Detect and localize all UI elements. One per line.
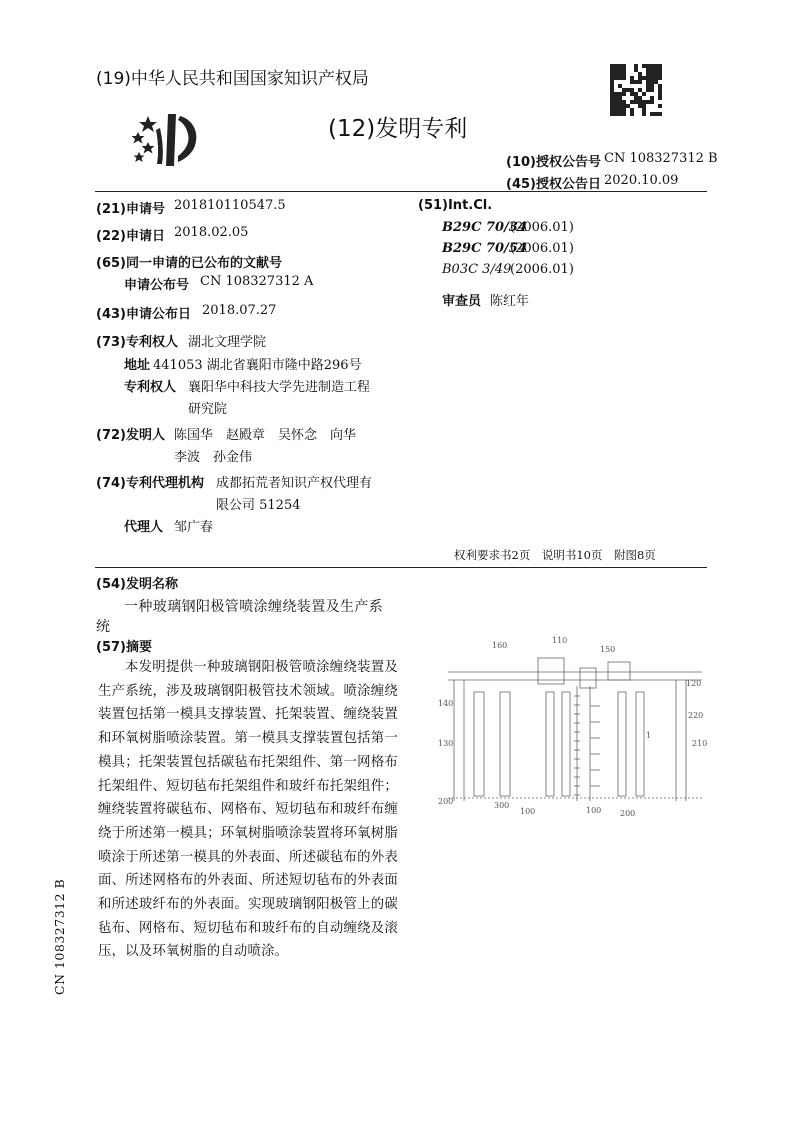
patentee-label: (73)专利权人: [96, 335, 178, 350]
figure-label-100-left: 100: [520, 807, 536, 816]
figure-tube: [474, 692, 484, 796]
agent: 邹广春: [174, 520, 214, 535]
intcl-code-3: B03C 3/49: [442, 262, 512, 277]
figure-label-140: 140: [438, 699, 454, 708]
address-label: 地址: [124, 358, 151, 373]
abstract-text: 本发明提供一种玻璃钢阳极管喷涂缠绕装置及生产系统，涉及玻璃钢阳极管技术领域。喷涂缠绕装置包括第一模具支撑装置、托架装置、缠绕装置和环氧树脂喷涂装置。第一模具支撑装置包括第一模具；托架装置包括碳毡布托架组件、第一网格布托架组件、短切毡布托架组件和玻纤布托架组件；缠绕装置将碳毡布、网格布、短切毡布和玻纤布缠绕于所述第一模具；环氧树脂喷涂装置将环氧树脂喷涂于所述第一模具的外表面、所述碳毡布的外表面、所述网格布的外表面、所述短切毡布的外表面和所述玻纤布的外表面。实现玻璃钢阳极管上的碳毡布、网格布、短切毡布和玻纤布的自动缠绕及滚压，以及环氧树脂的自动喷涂。: [98, 660, 398, 960]
app-no-label: (21)申请号: [96, 202, 165, 217]
prior-pub-no-label: 申请公布号: [124, 278, 190, 293]
examiner: 陈红年: [490, 294, 530, 309]
address: 441053 湖北省襄阳市隆中路296号: [153, 358, 362, 373]
figure-tube: [618, 692, 626, 796]
figure-label-110: 110: [552, 636, 568, 645]
office-name: (19)中华人民共和国国家知识产权局: [96, 69, 369, 89]
intcl-ver-3: (2006.01): [510, 262, 574, 277]
grant-pub-date: 2020.10.09: [604, 173, 679, 188]
intcl-label: (51)Int.Cl.: [418, 198, 493, 213]
app-no: 201810110547.5: [174, 198, 286, 213]
agency-line2: 限公司 51254: [216, 498, 301, 513]
figure-tube: [636, 692, 644, 796]
figure-label-150: 150: [600, 645, 616, 654]
prior-pub-no: CN 108327312 A: [200, 274, 314, 289]
invention-title-line1: 一种玻璃钢阳极管喷涂缠绕装置及生产系: [124, 599, 384, 615]
abstract-label: (57)摘要: [96, 640, 152, 655]
middle-divider: [95, 567, 707, 568]
figure-tube: [546, 692, 554, 796]
app-pub-date-label: (43)申请公布日: [96, 307, 191, 322]
prior-pub-label: (65)同一申请的已公布的文献号: [96, 256, 282, 271]
agent-label: 代理人: [124, 520, 164, 535]
patentee: 湖北文理学院: [188, 335, 267, 350]
figure-tube: [500, 692, 510, 796]
invention-title-line2: 统: [96, 619, 110, 635]
title-label: (54)发明名称: [96, 577, 178, 592]
intcl-code-1: B29C 70/34: [442, 220, 527, 235]
app-date-label: (22)申请日: [96, 229, 165, 244]
inventor-label: (72)发明人: [96, 428, 165, 443]
representative-drawing: [440, 636, 710, 826]
side-pub-number: CN 108327312 B: [52, 878, 67, 995]
examiner-label: 审查员: [442, 294, 482, 309]
figure-drive-box: [580, 668, 596, 688]
agency-line1: 成都拓荒者知识产权代理有: [216, 476, 373, 491]
page-counts: 权利要求书2页 说明书10页 附图8页: [454, 548, 656, 562]
inventors-line1: 陈国华 赵殿章 吴怀念 向华: [174, 428, 357, 443]
app-date: 2018.02.05: [174, 225, 249, 240]
figure-drive-box: [608, 662, 630, 680]
grant-pub-no: CN 108327312 B: [604, 151, 718, 166]
app-pub-date: 2018.07.27: [202, 303, 277, 318]
inventors-line2: 李波 孙金伟: [174, 450, 253, 465]
figure-label-200-right: 200: [620, 809, 636, 818]
header-divider: [95, 191, 707, 192]
grant-pub-date-label: (45)授权公告日: [506, 177, 601, 192]
figure-label-200-left: 200: [438, 797, 454, 806]
figure-label-210: 210: [692, 739, 708, 748]
intcl-code-2: B29C 70/54: [442, 241, 527, 256]
figure-label-100-right: 100: [586, 806, 602, 815]
patentee2-line1: 襄阳华中科技大学先进制造工程: [188, 380, 371, 395]
figure-label-130: 130: [438, 739, 454, 748]
qr-code-icon: [610, 64, 662, 116]
figure-label-300: 300: [494, 801, 510, 810]
figure-label-1: 1: [646, 731, 652, 740]
grant-pub-no-label: (10)授权公告号: [506, 155, 601, 170]
document-type: (12)发明专利: [328, 116, 468, 142]
sipo-logo-icon: [128, 108, 210, 170]
figure-tube: [562, 692, 570, 796]
figure-label-120: 120: [686, 679, 702, 688]
figure-label-160: 160: [492, 641, 508, 650]
agency-label: (74)专利代理机构: [96, 476, 204, 491]
patentee2-label: 专利权人: [124, 380, 177, 395]
intcl-ver-1: (2006.01): [510, 220, 574, 235]
figure-label-220: 220: [688, 711, 704, 720]
patentee2-line2: 研究院: [188, 402, 228, 417]
intcl-ver-2: (2006.01): [510, 241, 574, 256]
